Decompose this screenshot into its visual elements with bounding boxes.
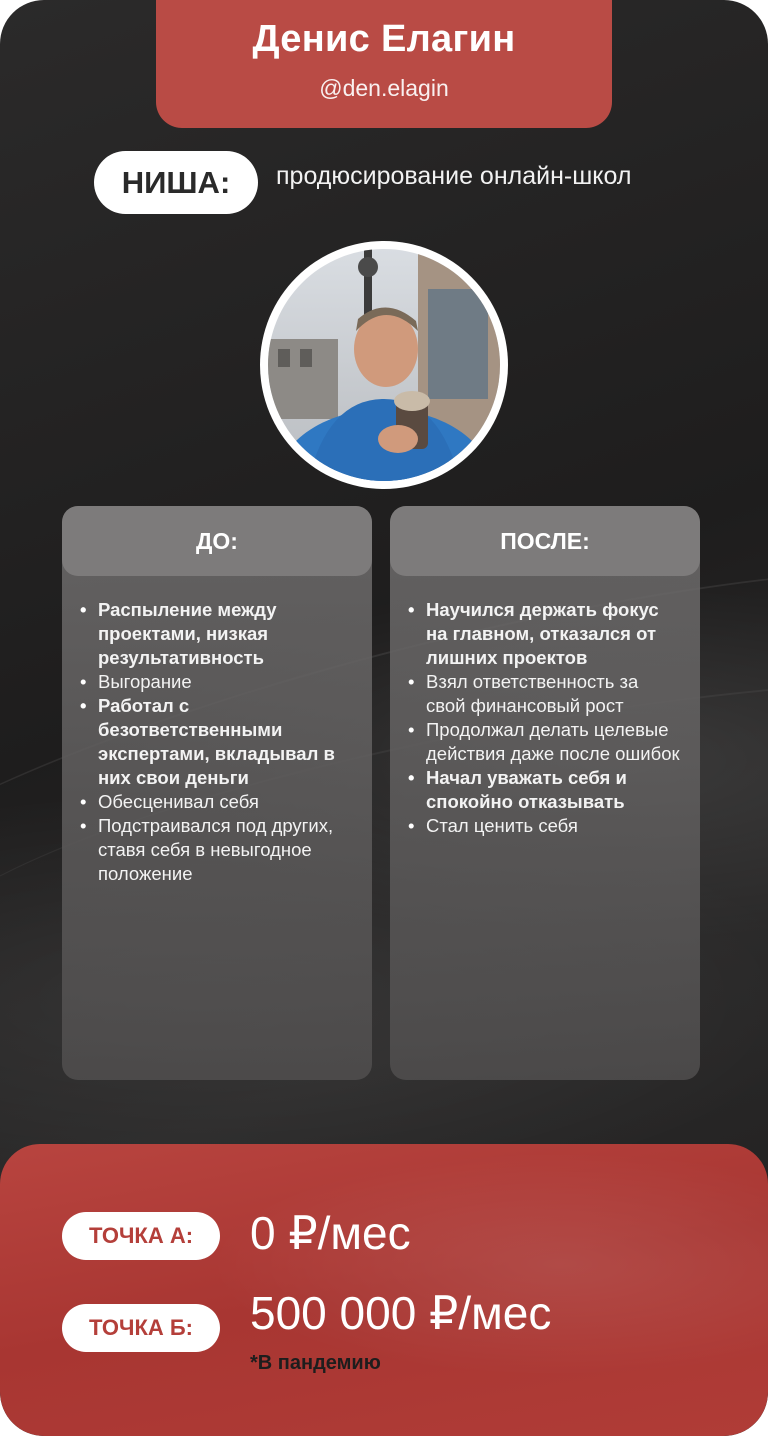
footnote: *В пандемию xyxy=(250,1352,381,1374)
niche-value: продюсирование онлайн-школ xyxy=(276,162,632,190)
after-column xyxy=(390,506,700,1080)
list-item: • Работал с безответственными экспертами, вкладывал в них свои деньги xyxy=(98,694,352,790)
list-item: • Обесценивал себя xyxy=(98,790,352,814)
results-panel xyxy=(0,1144,768,1436)
list-item: • Начал уважать себя и спокойно отказывать xyxy=(426,766,680,814)
list-item: • Выгорание xyxy=(98,670,352,694)
before-column xyxy=(62,506,372,1080)
list-item: • Продолжал делать целевые действия даже после ошибок xyxy=(426,718,680,766)
after-list xyxy=(390,576,700,838)
after-title: ПОСЛЕ: xyxy=(390,506,700,576)
before-title: ДО: xyxy=(62,506,372,576)
person-name: Денис Елагин xyxy=(252,18,516,60)
list-item: • Научился держать фокус на главном, отказался от лишних проектов xyxy=(426,598,680,670)
header-banner xyxy=(156,0,612,128)
point-a-label: ТОЧКА А: xyxy=(62,1212,220,1260)
point-b-value: 500 000 ₽/мес xyxy=(250,1287,552,1339)
list-item: • Подстраивался под других, ставя себя в невыгодное положение xyxy=(98,814,352,886)
before-list xyxy=(62,576,372,886)
avatar xyxy=(260,241,508,489)
point-a-value: 0 ₽/мес xyxy=(250,1207,411,1259)
list-item: • Распыление между проектами, низкая результативность xyxy=(98,598,352,670)
profile-photo-icon xyxy=(268,249,500,481)
niche-label: НИША: xyxy=(94,151,258,214)
person-handle: @den.elagin xyxy=(319,75,449,101)
list-item: • Стал ценить себя xyxy=(426,814,680,838)
list-item: • Взял ответственность за свой финансовый рост xyxy=(426,670,680,718)
point-b-label: ТОЧКА Б: xyxy=(62,1304,220,1352)
